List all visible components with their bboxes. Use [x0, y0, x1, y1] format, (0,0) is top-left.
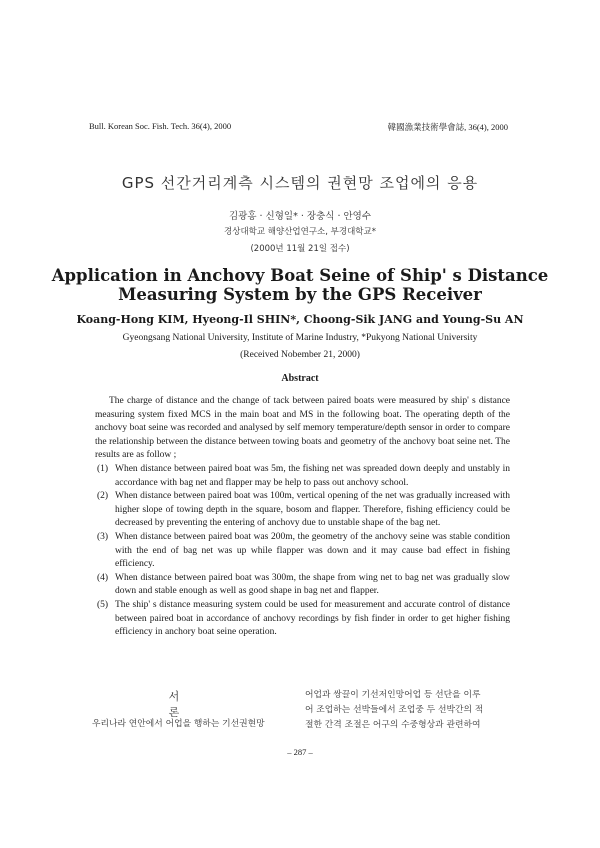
list-item-number: (2) — [97, 491, 109, 502]
list-item-text: When distance between paired boat was 5m, the fishing net was spreaded down deeply and unstably in accordance with bag net and flapper may be help to pass out anchovy school. — [115, 463, 510, 488]
list-item-text: The ship' s distance measuring system could be used for measurement and accurate control of distance between paired boat in accordance of anchovy recordings by fish finder in order to get higher fishing efficiency in anchory boat seine operation. — [115, 599, 510, 638]
korean-authors: 김광홍 · 신형일* · 장충식 · 안영수 — [228, 211, 372, 222]
korean-title: GPS 선간거리계측 시스템의 권현망 조업에의 응용 — [121, 174, 479, 192]
english-authors: Koang-Hong KIM, Hyeong-Il SHIN*, Choong-Sik JANG and Young-Su AN — [76, 313, 524, 326]
body-text-line: 어업과 쌍끌이 기선저인망어업 등 선단을 이루 — [305, 690, 481, 700]
journal-citation-english: Bull. Korean Soc. Fish. Tech. 36(4), 2000 — [89, 121, 232, 131]
english-title — [0, 266, 600, 304]
english-received-date: (Received Nobember 21, 2000) — [240, 350, 360, 360]
list-item — [95, 490, 510, 531]
english-title-line-2: Measuring System by the GPS Receiver — [118, 285, 482, 304]
list-item — [95, 531, 510, 572]
body-text-line: 어 조업하는 선박들에서 조업중 두 선박간의 적 — [305, 705, 484, 715]
abstract-intro: The charge of distance and the change of tack between paired boats were measured by ship' s distance measuring system fixed MCS in the main boat and MS in the following boat. The operating depth of the anchovy boat seine was recorded and analysed by self memory temperature/depth sensor in order to compare the relationship between the distance between towing boats and geometry of the anchovy boat seine net. The results are as follow ; — [95, 396, 510, 461]
list-item-text: When distance between paired boat was 100m, vertical opening of the net was gradually increased with higher slope of towing depth in the square, bosom and flapper. Therefore, fishing efficiency could be decreased by preventing the entering of anchovy due to unstable shape of the bag net. — [115, 491, 510, 529]
body-right-column — [305, 688, 515, 733]
list-item-number: (5) — [97, 599, 109, 610]
body-text-line: 우리나라 연안에서 어업을 행하는 기선권현망 — [92, 719, 265, 729]
journal-citation-korean: 韓國漁業技術學會誌, 36(4), 2000 — [387, 122, 508, 132]
list-item — [95, 463, 510, 490]
results-list — [95, 463, 510, 640]
english-title-line-1: Application in Anchovy Boat Seine of Ship' s Distance — [51, 266, 549, 285]
abstract-body — [95, 395, 510, 640]
introduction-heading: 서 론 — [168, 690, 202, 719]
body-text-line: 절한 간격 조절은 어구의 수중형상과 관련하여 — [305, 720, 481, 730]
list-item-text: When distance between paired boat was 300m, the shape from wing net to bag net was gradually slow down and stable enough as well as good shape in bag net and flapper. — [115, 572, 510, 597]
list-item — [95, 599, 510, 640]
list-item-number: (3) — [97, 531, 109, 542]
list-item-text: When distance between paired boat was 200m, the geometry of the anchovy seine was stable condition with the end of bag net was up while flapper was down and it may cause bad effect in fishing efficiency. — [115, 531, 510, 570]
list-item — [95, 572, 510, 599]
body-left-column — [92, 717, 292, 732]
korean-received-date: (2000년 11월 21일 접수) — [250, 244, 350, 254]
korean-affiliation: 경상대학교 해양산업연구소, 부경대학교* — [224, 227, 376, 237]
list-item-number: (4) — [97, 572, 109, 583]
page-number: – 287 – — [287, 747, 313, 757]
list-item-number: (1) — [97, 463, 109, 474]
abstract-heading: Abstract — [281, 373, 319, 384]
english-affiliation: Gyeongsang National University, Institute of Marine Industry, *Pukyong National University — [122, 333, 478, 343]
